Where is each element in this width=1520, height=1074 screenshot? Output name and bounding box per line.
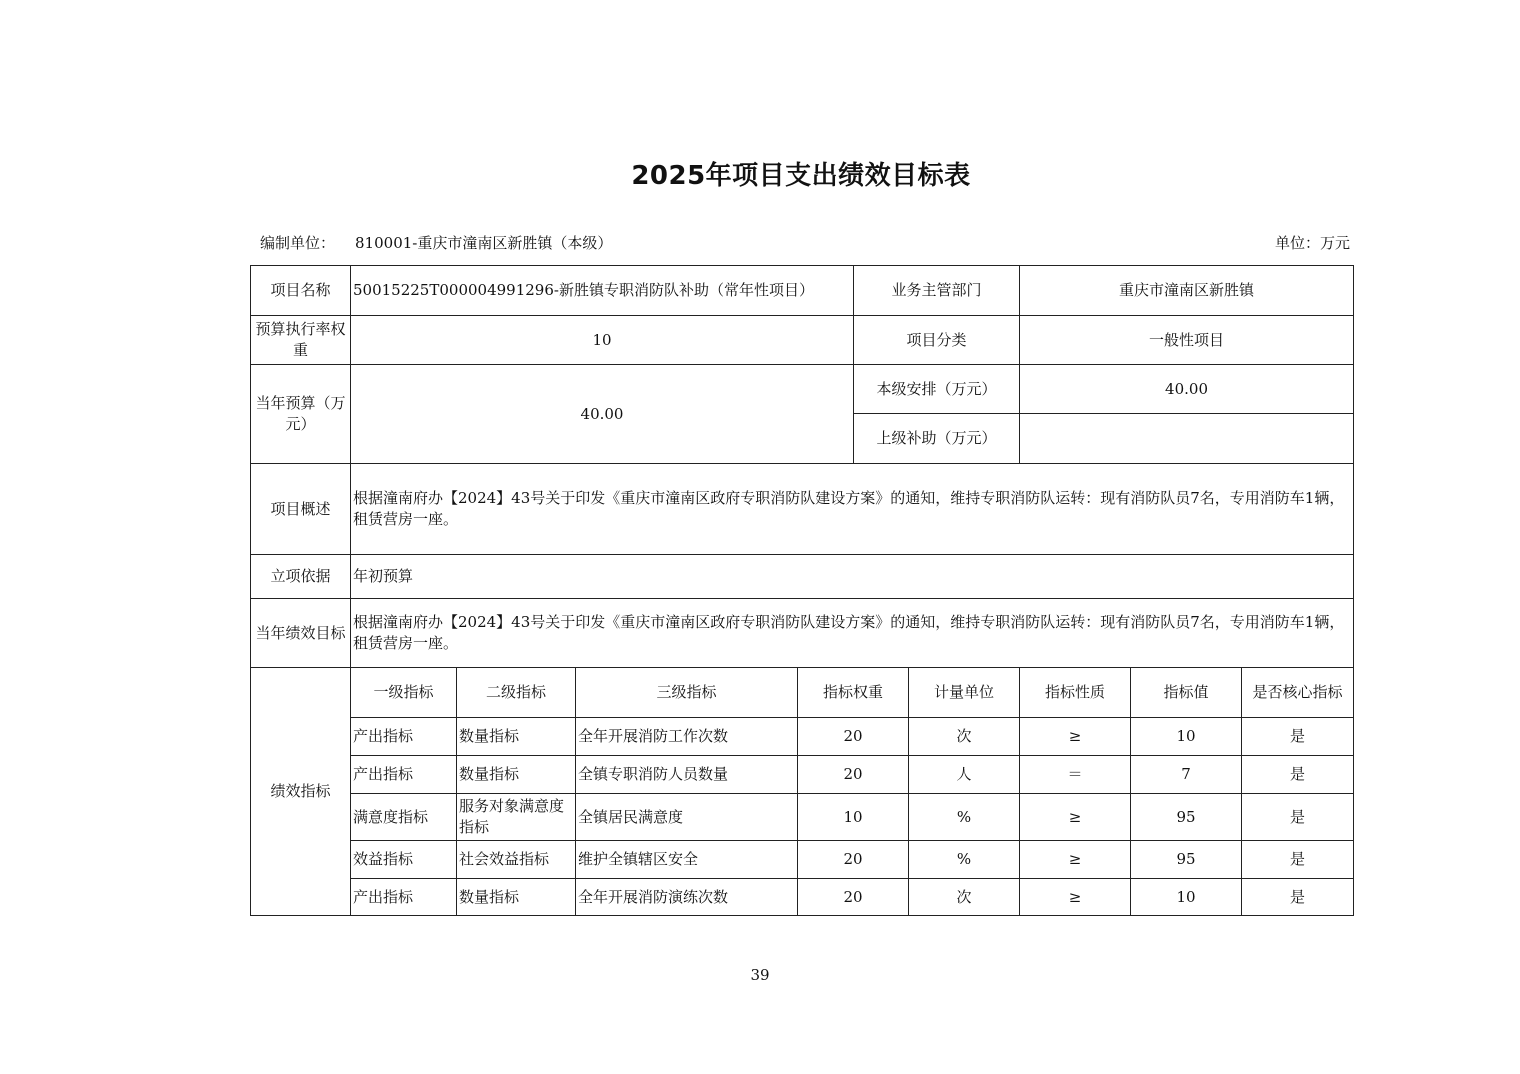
row-level3: 全镇居民满意度	[576, 794, 798, 841]
row-level2: 数量指标	[457, 756, 576, 794]
row-nature: ≥	[1020, 879, 1131, 916]
budget-label: 当年预算（万元）	[251, 365, 351, 464]
header-value: 指标值	[1131, 668, 1242, 718]
overview-value: 根据潼南府办【2024】43号关于印发《重庆市潼南区政府专职消防队建设方案》的通知，维持专职消防队运转：现有消防队员7名，专用消防车1辆，租赁营房一座。	[351, 464, 1354, 555]
dept-label: 业务主管部门	[854, 266, 1020, 316]
compiling-unit	[260, 232, 612, 253]
page-number: 39	[750, 966, 770, 984]
row-unit: 次	[909, 718, 1020, 756]
table-row	[251, 794, 1354, 841]
budget-row	[251, 365, 1354, 414]
row-weight: 20	[798, 756, 909, 794]
row-value: 10	[1131, 879, 1242, 916]
row-level2: 数量指标	[457, 718, 576, 756]
basis-row	[251, 555, 1354, 599]
row-value: 95	[1131, 841, 1242, 879]
row-nature: ＝	[1020, 756, 1131, 794]
row-unit: 人	[909, 756, 1020, 794]
row-weight: 10	[798, 794, 909, 841]
row-level2: 服务对象满意度指标	[457, 794, 576, 841]
row-level3: 全镇专职消防人员数量	[576, 756, 798, 794]
category-value: 一般性项目	[1020, 316, 1354, 365]
goal-label: 当年绩效目标	[251, 599, 351, 668]
row-level1: 满意度指标	[351, 794, 457, 841]
goal-row	[251, 599, 1354, 668]
row-nature: ≥	[1020, 841, 1131, 879]
table-row	[251, 879, 1354, 916]
basis-label: 立项依据	[251, 555, 351, 599]
upper-funding-label: 上级补助（万元）	[854, 414, 1020, 464]
category-label: 项目分类	[854, 316, 1020, 365]
header-level2: 二级指标	[457, 668, 576, 718]
project-name-row	[251, 266, 1354, 316]
project-name-label: 项目名称	[251, 266, 351, 316]
header-core: 是否核心指标	[1242, 668, 1354, 718]
row-unit: %	[909, 794, 1020, 841]
row-core: 是	[1242, 841, 1354, 879]
project-name-value: 50015225T000004991296-新胜镇专职消防队补助（常年性项目）	[351, 266, 854, 316]
goal-value: 根据潼南府办【2024】43号关于印发《重庆市潼南区政府专职消防队建设方案》的通知，维持专职消防队运转：现有消防队员7名，专用消防车1辆，租赁营房一座。	[351, 599, 1354, 668]
currency-unit: 单位：万元	[1274, 234, 1350, 252]
overview-row	[251, 464, 1354, 555]
row-level1: 产出指标	[351, 756, 457, 794]
row-value: 10	[1131, 718, 1242, 756]
header-nature: 指标性质	[1020, 668, 1131, 718]
basis-value: 年初预算	[351, 555, 1354, 599]
page-title: 2025年项目支出绩效目标表	[631, 161, 971, 191]
row-weight: 20	[798, 841, 909, 879]
row-unit: 次	[909, 879, 1020, 916]
row-weight: 20	[798, 718, 909, 756]
header-level1: 一级指标	[351, 668, 457, 718]
row-core: 是	[1242, 718, 1354, 756]
row-level3: 全年开展消防演练次数	[576, 879, 798, 916]
row-value: 7	[1131, 756, 1242, 794]
row-unit: %	[909, 841, 1020, 879]
row-nature: ≥	[1020, 794, 1131, 841]
row-level1: 产出指标	[351, 718, 457, 756]
upper-funding-value	[1020, 414, 1354, 464]
table-row	[251, 756, 1354, 794]
table-row	[251, 841, 1354, 879]
dept-value: 重庆市潼南区新胜镇	[1020, 266, 1354, 316]
row-nature: ≥	[1020, 718, 1131, 756]
row-value: 95	[1131, 794, 1242, 841]
local-funding-value: 40.00	[1020, 365, 1354, 414]
row-level3: 维护全镇辖区安全	[576, 841, 798, 879]
weight-value: 10	[351, 316, 854, 365]
row-level3: 全年开展消防工作次数	[576, 718, 798, 756]
header-level3: 三级指标	[576, 668, 798, 718]
compiling-unit-value: 810001-重庆市潼南区新胜镇（本级）	[355, 234, 613, 252]
row-core: 是	[1242, 879, 1354, 916]
indicator-header-row	[251, 668, 1354, 718]
budget-value: 40.00	[351, 365, 854, 464]
row-level2: 数量指标	[457, 879, 576, 916]
row-weight: 20	[798, 879, 909, 916]
weight-row	[251, 316, 1354, 365]
header-weight: 指标权重	[798, 668, 909, 718]
row-core: 是	[1242, 756, 1354, 794]
performance-table	[250, 265, 1354, 916]
row-level1: 效益指标	[351, 841, 457, 879]
weight-label: 预算执行率权重	[251, 316, 351, 365]
compiling-unit-label: 编制单位：	[260, 234, 336, 252]
table-row	[251, 718, 1354, 756]
overview-label: 项目概述	[251, 464, 351, 555]
indicators-section-label: 绩效指标	[251, 668, 351, 916]
row-level2: 社会效益指标	[457, 841, 576, 879]
row-core: 是	[1242, 794, 1354, 841]
row-level1: 产出指标	[351, 879, 457, 916]
header-unit: 计量单位	[909, 668, 1020, 718]
local-funding-label: 本级安排（万元）	[854, 365, 1020, 414]
